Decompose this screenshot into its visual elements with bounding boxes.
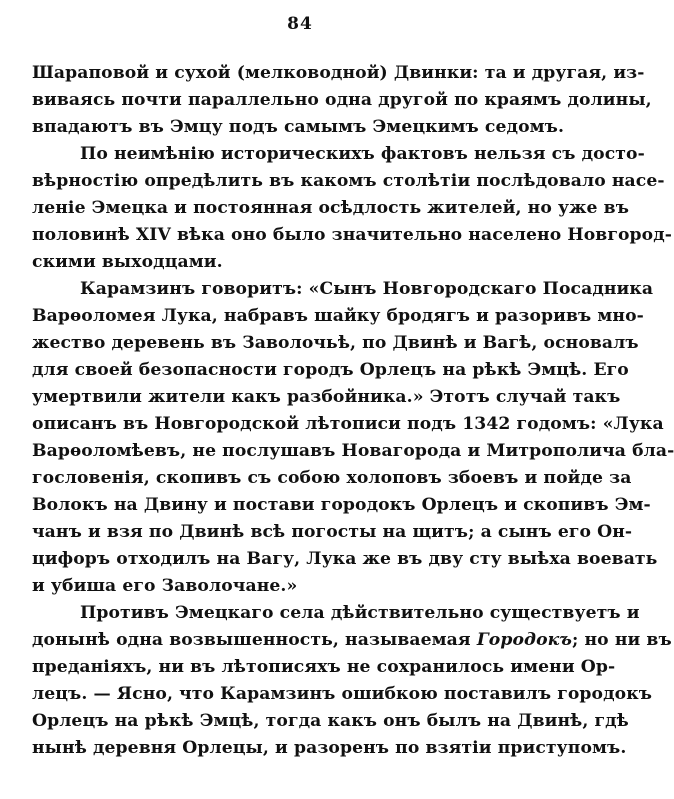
text-line: половинѣ XIV вѣка оно было значительно населено Новгород- bbox=[32, 225, 672, 245]
page-number: 84 bbox=[287, 14, 313, 34]
text-line-with-emphasis bbox=[32, 630, 672, 650]
text-line: скими выходцами. bbox=[32, 252, 223, 272]
text-line: виваясь почти параллельно одна другой по краямъ долины, bbox=[32, 90, 652, 110]
text-line: преданіяхъ, ни въ лѣтописяхъ не сохранилось имени Ор- bbox=[32, 657, 616, 677]
text-line: впадаютъ въ Эмцу подъ самымъ Эмецкимъ седомъ. bbox=[32, 117, 565, 137]
text-line: чанъ и взя по Двинѣ всѣ погосты на щитъ; а сынъ его Он- bbox=[32, 522, 633, 542]
text-line: По неимѣнію историческихъ фактовъ нельзя съ досто- bbox=[80, 144, 645, 164]
text-line: для своей безопасности городъ Орлецъ на рѣкѣ Эмцѣ. Его bbox=[32, 360, 629, 380]
text-line: Карамзинъ говоритъ: «Сынъ Новгородскаго Посадника bbox=[80, 279, 654, 299]
text-line: вѣрностію опредѣлить въ какомъ столѣтіи послѣдовало насе- bbox=[32, 171, 665, 191]
text-line: нынѣ деревня Орлецы, и разоренъ по взятіи приступомъ. bbox=[32, 738, 627, 758]
text-line: Варѳоломѣевъ, не послушавъ Новагорода и Митрополича бла- bbox=[32, 441, 674, 461]
text-line: жество деревень въ Заволочьѣ, по Двинѣ и Вагѣ, основалъ bbox=[32, 333, 639, 353]
text-fragment: ; но ни въ bbox=[571, 630, 672, 650]
text-line: леніе Эмецка и постоянная осѣдлость жителей, но уже въ bbox=[32, 198, 629, 218]
text-line: гословенія, скопивъ съ собою холоповъ збоевъ и пойде за bbox=[32, 468, 632, 488]
text-line: цифоръ отходилъ на Вагу, Лука же въ дву сту выѣха воевать bbox=[32, 549, 658, 569]
text-line: лецъ. — Ясно, что Карамзинъ ошибкою поставилъ городокъ bbox=[32, 684, 653, 704]
text-line: Варѳоломея Лука, набравъ шайку бродягъ и разоривъ мно- bbox=[32, 306, 644, 326]
text-line: и убиша его Заволочане.» bbox=[32, 576, 298, 596]
text-line: Волокъ на Двину и постави городокъ Орлецъ и скопивъ Эм- bbox=[32, 495, 651, 515]
text-line: Орлецъ на рѣкѣ Эмцѣ, тогда какъ онъ былъ на Двинѣ, гдѣ bbox=[32, 711, 629, 731]
text-line: умертвили жители какъ разбойника.» Этотъ случай такъ bbox=[32, 387, 621, 407]
emphasized-place-name: Городокъ bbox=[476, 630, 572, 650]
text-line: описанъ въ Новгородской лѣтописи подъ 1342 годомъ: «Лука bbox=[32, 414, 664, 434]
text-line: Противъ Эмецкаго села дѣйствительно существуетъ и bbox=[80, 603, 640, 623]
text-line: Шараповой и сухой (мелководной) Двинки: та и другая, из- bbox=[32, 63, 645, 83]
text-fragment: донынѣ одна возвышенность, называемая bbox=[32, 630, 471, 650]
